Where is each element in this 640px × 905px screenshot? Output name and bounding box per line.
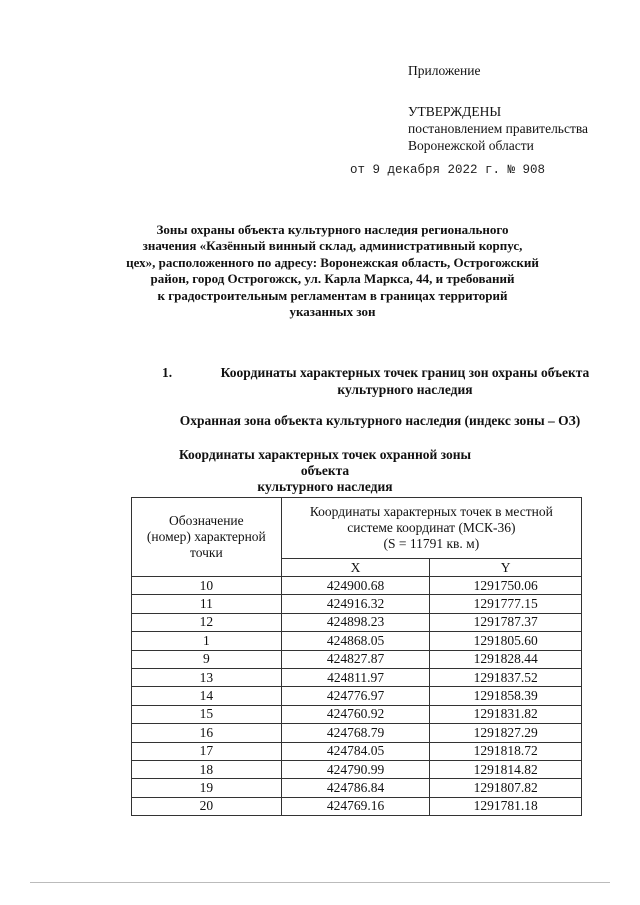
- point-number: 18: [132, 760, 282, 778]
- y-value: 1291807.82: [430, 779, 582, 797]
- table-row: [132, 577, 582, 595]
- x-value: 424898.23: [281, 613, 430, 631]
- bottom-divider: [30, 882, 610, 883]
- x-value: 424827.87: [281, 650, 430, 668]
- point-number: 20: [132, 797, 282, 815]
- table-row: [132, 668, 582, 686]
- table-caption-line-1: Координаты характерных точек охранной зоны объекта: [178, 447, 472, 478]
- title-line-6: указанных зон: [289, 304, 376, 320]
- appendix-label: Приложение: [408, 63, 481, 78]
- point-number: 10: [132, 577, 282, 595]
- section-heading: [150, 364, 620, 398]
- point-number: 1: [132, 632, 282, 650]
- y-value: 1291814.82: [430, 760, 582, 778]
- zone-subheading: Охранная зона объекта культурного наследия (индекс зоны – ОЗ): [179, 413, 581, 428]
- x-value: 424790.99: [281, 760, 430, 778]
- document-title: [110, 222, 555, 320]
- table-caption: [160, 447, 490, 495]
- point-number: 13: [132, 668, 282, 686]
- point-number: 17: [132, 742, 282, 760]
- table-row: [132, 595, 582, 613]
- table-row: [132, 632, 582, 650]
- approved-label: УТВЕРЖДЕНЫ: [408, 104, 502, 119]
- y-value: 1291805.60: [430, 632, 582, 650]
- x-value: 424786.84: [281, 779, 430, 797]
- point-number: 11: [132, 595, 282, 613]
- table-row: [132, 724, 582, 742]
- y-value: 1291831.82: [430, 705, 582, 723]
- coordinates-header: Координаты характерных точек в местной системе координат (МСК-36) (S = 11791 кв. м): [281, 498, 581, 559]
- table-row: [132, 797, 582, 815]
- approval-line-2: Воронежской области: [408, 138, 534, 153]
- table-row: [132, 779, 582, 797]
- table-row: [132, 613, 582, 631]
- point-number: 9: [132, 650, 282, 668]
- y-value: 1291827.29: [430, 724, 582, 742]
- column-y-header: Y: [430, 559, 582, 577]
- y-value: 1291787.37: [430, 613, 582, 631]
- title-line-4: район, город Острогожск, ул. Карла Маркса, 44, и требований: [150, 271, 515, 287]
- order-reference: от 9 декабря 2022 г. № 908: [350, 163, 546, 177]
- title-line-5: к градостроительным регламентам в границах территорий: [157, 287, 508, 303]
- x-value: 424776.97: [281, 687, 430, 705]
- y-value: 1291828.44: [430, 650, 582, 668]
- table-row: [132, 760, 582, 778]
- y-value: 1291750.06: [430, 577, 582, 595]
- table-row: [132, 650, 582, 668]
- x-value: 424760.92: [281, 705, 430, 723]
- point-number: 14: [132, 687, 282, 705]
- point-number: 16: [132, 724, 282, 742]
- approval-line-1: постановлением правительства: [408, 121, 589, 136]
- point-number: 19: [132, 779, 282, 797]
- x-value: 424900.68: [281, 577, 430, 595]
- section-line-2: культурного наследия: [337, 382, 473, 397]
- title-line-3: цех», расположенного по адресу: Воронежская область, Острогожский: [126, 254, 539, 270]
- x-value: 424811.97: [281, 668, 430, 686]
- title-line-2: значения «Казённый винный склад, административный корпус,: [142, 238, 523, 254]
- section-line-1: Координаты характерных точек границ зон охраны объекта: [220, 365, 590, 380]
- y-value: 1291858.39: [430, 687, 582, 705]
- y-value: 1291818.72: [430, 742, 582, 760]
- x-value: 424916.32: [281, 595, 430, 613]
- x-value: 424784.05: [281, 742, 430, 760]
- table-row: [132, 705, 582, 723]
- table-row: [132, 687, 582, 705]
- section-number: 1.: [162, 365, 173, 380]
- y-value: 1291777.15: [430, 595, 582, 613]
- x-value: 424769.16: [281, 797, 430, 815]
- coordinates-table: [131, 497, 582, 816]
- point-header: Обозначение (номер) характерной точки: [132, 498, 282, 577]
- x-value: 424768.79: [281, 724, 430, 742]
- column-x-header: X: [281, 559, 430, 577]
- table-caption-line-2: культурного наследия: [257, 479, 393, 494]
- table-row: [132, 742, 582, 760]
- point-number: 15: [132, 705, 282, 723]
- y-value: 1291781.18: [430, 797, 582, 815]
- approval-block: [408, 62, 588, 154]
- point-number: 12: [132, 613, 282, 631]
- x-value: 424868.05: [281, 632, 430, 650]
- title-line-1: Зоны охраны объекта культурного наследия регионального: [156, 222, 509, 237]
- y-value: 1291837.52: [430, 668, 582, 686]
